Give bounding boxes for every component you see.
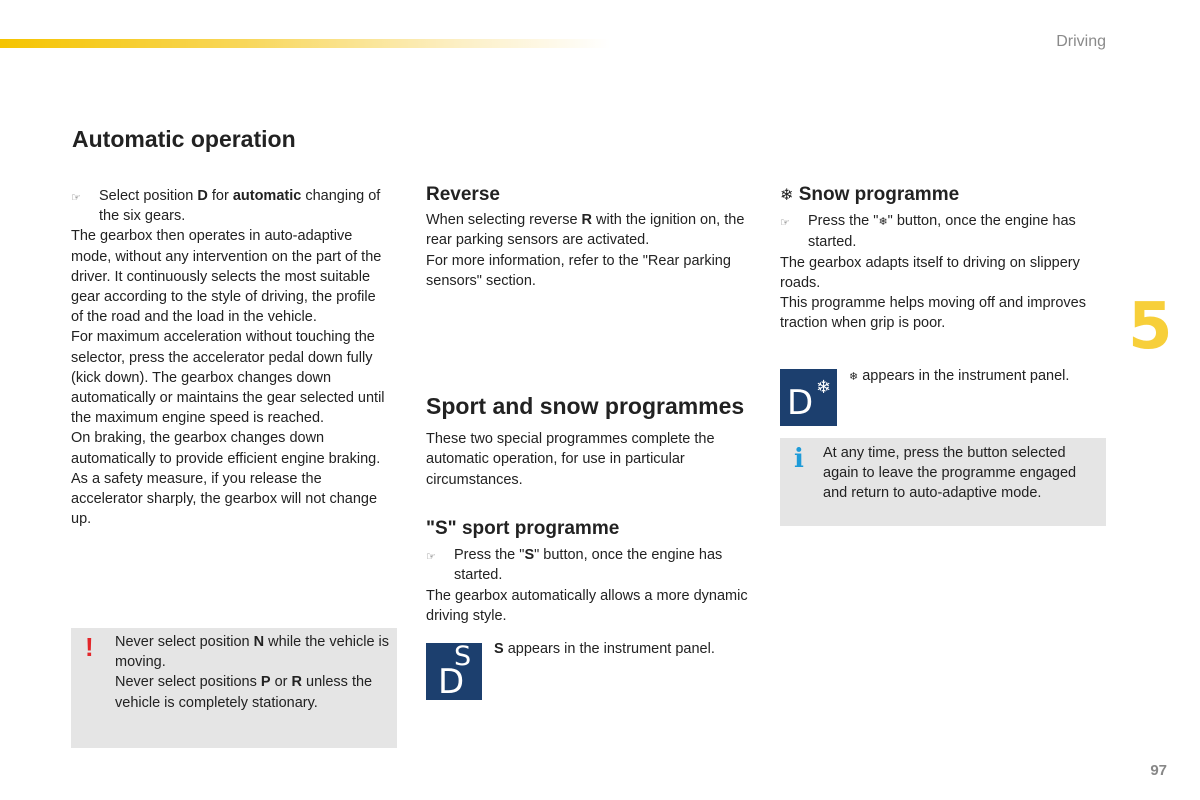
sport-indicator-badge bbox=[426, 643, 482, 700]
badge-d-letter: D bbox=[787, 383, 814, 423]
warning-box bbox=[71, 628, 397, 748]
reverse-heading: Reverse bbox=[426, 184, 500, 205]
sport-panel-text: S appears in the instrument panel. bbox=[494, 641, 715, 657]
warning-text: Never select position N while the vehicle is moving. Never select positions P or R unless the vehicle is completely stationary. bbox=[115, 634, 390, 711]
snow-programme-section bbox=[780, 185, 1110, 333]
chapter-number: 5 bbox=[1128, 290, 1173, 364]
sport-snow-section bbox=[426, 393, 756, 490]
info-text: At any time, press the button selected again to leave the programme engaged and return to auto-adaptive mode. bbox=[823, 445, 1077, 502]
badge-s-letter: S bbox=[454, 641, 472, 672]
select-d-bullet: ☞ Select position D for automatic changing of the six gears. bbox=[71, 186, 391, 226]
info-icon: i bbox=[794, 444, 804, 474]
snow-heading: ❄ Snow programme bbox=[780, 184, 960, 205]
snow-bullet: ☞ Press the "❄" button, once the engine has started. bbox=[780, 211, 1110, 252]
snow-indicator-badge bbox=[780, 369, 837, 426]
snowflake-icon: ❄ bbox=[849, 371, 859, 383]
sport-snow-heading: Sport and snow programmes bbox=[426, 393, 745, 419]
reverse-reference-paragraph: For more information, refer to the "Rear parking sensors" section. bbox=[426, 252, 731, 289]
reverse-paragraph: When selecting reverse R with the ignition on, the rear parking sensors are activated. bbox=[426, 212, 745, 249]
snowflake-icon: ❄ bbox=[816, 377, 832, 398]
page-title: Automatic operation bbox=[72, 126, 296, 152]
snowflake-icon: ❄ bbox=[780, 187, 794, 204]
page-number: 97 bbox=[1150, 762, 1167, 779]
section-label: Driving bbox=[1056, 33, 1106, 50]
bullet-pointer-icon: ☞ bbox=[426, 551, 436, 564]
snow-panel-text: ❄ appears in the instrument panel. bbox=[849, 368, 1070, 384]
info-box bbox=[780, 438, 1106, 526]
braking-paragraph: On braking, the gearbox changes down automatically to provide efficient engine braking. bbox=[71, 430, 381, 467]
sport-programme-section bbox=[426, 519, 756, 626]
bullet-pointer-icon: ☞ bbox=[71, 192, 81, 204]
snowflake-icon: ❄ bbox=[878, 216, 888, 229]
auto-adaptive-paragraph: The gearbox then operates in auto-adaptive mode, without any intervention on the part of the driver. It continuously selects the most suitable gear according to the style of driving, the profile of the road and the load in the vehicle. bbox=[71, 228, 382, 326]
automatic-operation-column bbox=[71, 186, 391, 529]
bullet-pointer-icon: ☞ bbox=[780, 217, 790, 230]
sport-heading: "S" sport programme bbox=[426, 518, 620, 539]
sport-paragraph: The gearbox automatically allows a more dynamic driving style. bbox=[426, 587, 748, 624]
snow-paragraph-2: This programme helps moving off and improves traction when grip is poor. bbox=[780, 295, 1086, 332]
snow-paragraph-1: The gearbox adapts itself to driving on slippery roads. bbox=[780, 254, 1080, 291]
kick-down-paragraph: For maximum acceleration without touching the selector, press the accelerator pedal down fully (kick down). The gearbox changes down automatically or maintains the gear selected until the maximum engine speed is reached. bbox=[71, 329, 385, 427]
safety-paragraph: As a safety measure, if you release the accelerator sharply, the gearbox will not change up. bbox=[71, 470, 378, 528]
badge-d-letter: D bbox=[438, 662, 465, 702]
header-accent-bar bbox=[0, 39, 610, 48]
sport-snow-intro: These two special programmes complete the automatic operation, for use in particular circumstances. bbox=[426, 431, 715, 488]
warning-icon: ! bbox=[85, 632, 94, 662]
reverse-section bbox=[426, 185, 756, 291]
sport-bullet: ☞ Press the "S" button, once the engine has started. bbox=[426, 545, 756, 585]
